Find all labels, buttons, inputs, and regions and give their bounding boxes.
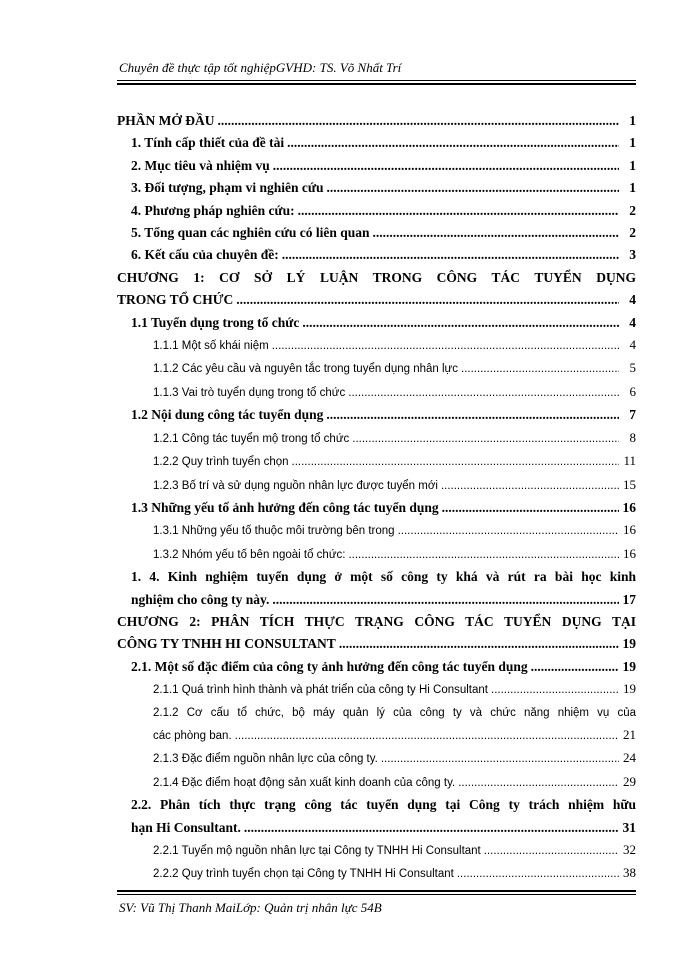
toc-entry-title: 2.1.3 Đặc điểm nguồn nhân lực của công ty. — [153, 753, 378, 766]
toc-entry-chapter-2[interactable] — [117, 611, 636, 656]
toc-entry-title-line-1: 2.2. Phân tích thực trạng công tác tuyển dụng tại Công ty trách nhiệm hữu — [131, 797, 636, 813]
toc-entry[interactable] — [117, 177, 636, 199]
toc-entry-page: 4 — [629, 292, 636, 308]
toc-entry-page: 8 — [629, 429, 636, 445]
toc-entry-page: 16 — [623, 522, 636, 538]
toc-entry[interactable] — [117, 244, 636, 266]
toc-entry[interactable] — [117, 427, 636, 450]
toc-entry-title: 1.2.1 Công tác tuyển mộ trong tổ chức — [153, 432, 350, 445]
toc-entry-page: 29 — [623, 773, 636, 789]
toc-entry-page: 32 — [623, 842, 636, 857]
toc-entry-page: 5 — [629, 360, 636, 376]
toc-entry-title: 1.3.1 Những yếu tố thuộc môi trường bên trong — [153, 525, 395, 538]
page-header — [117, 60, 636, 76]
toc-entry-chapter-1[interactable] — [117, 267, 636, 312]
toc-entry[interactable] — [117, 450, 636, 473]
toc-entry-page: 16 — [622, 499, 636, 515]
toc-entry[interactable] — [117, 702, 636, 748]
toc-entry-title-line-1: CHƯƠNG 2: PHÂN TÍCH THỰC TRẠNG CÔNG TÁC TUYỂN DỤNG TẠI — [117, 613, 636, 629]
footer-rule-thick — [117, 890, 636, 892]
toc-entry-page: 2 — [629, 225, 636, 241]
toc-entry-page: 15 — [623, 476, 636, 492]
toc-entry-page: 1 — [629, 157, 636, 173]
toc-entry[interactable] — [117, 404, 636, 426]
toc-entry[interactable] — [117, 497, 636, 519]
toc-entry-title-line-1: CHƯƠNG 1: CƠ SỞ LÝ LUẬN TRONG CÔNG TÁC TUYỂN DỤNG — [117, 269, 636, 285]
toc-entry-title: 1.3.2 Nhóm yếu tố bên ngoài tổ chức: — [153, 548, 346, 561]
toc-entry-page: 4 — [629, 337, 636, 353]
toc-entry-page: 19 — [622, 658, 636, 674]
toc-entry-title: 2.2.1 Tuyển mộ nguồn nhân lực tại Công ty TNHH Hi Consultant — [153, 845, 481, 857]
toc-entry-title: 6. Kết cấu của chuyên đề: — [131, 247, 279, 263]
toc-entry-page: 16 — [623, 545, 636, 561]
header-rule-thick — [117, 83, 636, 85]
toc-entry-title: 2.1. Một số đặc điểm của công ty ảnh hưởng đến công tác tuyển dụng — [131, 658, 528, 674]
footer-rule-thin — [117, 894, 636, 895]
toc-entry-title-line-2: CÔNG TY TNHH HI CONSULTANT — [117, 636, 336, 652]
toc-entry[interactable] — [117, 543, 636, 566]
toc-entry-title: PHẦN MỞ ĐẦU — [117, 113, 215, 128]
toc-entry[interactable] — [117, 519, 636, 542]
toc-entry-title: 1.1 Tuyển dụng trong tổ chức — [131, 314, 300, 330]
toc-entry[interactable] — [117, 839, 636, 862]
toc-entry-title: 2.1.4 Đặc điểm hoạt động sản xuất kinh doanh của công ty. — [153, 776, 456, 789]
toc-entry-page: 19 — [623, 681, 636, 697]
toc-entry-page: 1 — [629, 135, 636, 151]
toc-entry-title: 1.3 Những yếu tố ảnh hưởng đến công tác tuyển dụng — [131, 499, 439, 515]
toc-entry[interactable] — [117, 357, 636, 380]
toc-entry-title: 1. Tính cấp thiết của đề tài — [131, 135, 285, 151]
toc-entry-title: 1.1.3 Vai trò tuyển dụng trong tổ chức — [153, 386, 346, 399]
toc-entry-page: 24 — [623, 750, 636, 766]
toc-entry[interactable] — [117, 771, 636, 794]
toc-entry[interactable] — [117, 566, 636, 611]
toc-entry-title: 2. Mục tiêu và nhiệm vụ — [131, 157, 270, 173]
toc-entry-page: 3 — [629, 247, 636, 263]
toc-entry-page: 19 — [622, 636, 636, 652]
toc-entry-page: 17 — [622, 591, 636, 607]
toc-entry-title: 3. Đối tượng, phạm vi nghiên cứu — [131, 180, 324, 196]
toc-entry-page: 38 — [623, 865, 636, 881]
toc-entry-page: 6 — [629, 383, 636, 399]
toc-entry-title: 5. Tổng quan các nghiên cứu có liên quan — [131, 225, 370, 241]
toc-entry[interactable] — [117, 312, 636, 334]
toc-entry[interactable] — [117, 132, 636, 154]
toc-entry-title-line-1: 1. 4. Kinh nghiệm tuyển dụng ở một số công ty khá và rút ra bài học kinh — [131, 569, 636, 585]
toc-entry-title: 2.1.1 Quá trình hình thành và phát triển của công ty Hi Consultant — [153, 684, 488, 697]
toc-entry-title: 1.1.2 Các yêu cầu và nguyên tắc trong tuyển dụng nhân lực — [153, 363, 458, 376]
header-rule-thin — [117, 80, 636, 81]
toc-entry-page: 7 — [629, 407, 636, 423]
toc-entry-page: 11 — [623, 453, 636, 469]
toc-entry[interactable] — [117, 381, 636, 404]
toc-entry[interactable] — [117, 678, 636, 701]
toc-entry-title-line-2: các phòng ban. — [153, 729, 232, 742]
toc-entry-title: 1.2.3 Bố trí và sử dụng nguồn nhân lực được tuyển mới — [153, 479, 438, 492]
toc-entry[interactable] — [117, 862, 636, 885]
toc-entry-page: 31 — [622, 819, 636, 835]
toc-entry[interactable] — [117, 334, 636, 357]
toc-entry[interactable] — [117, 155, 636, 177]
toc-entry-page: 1 — [629, 180, 636, 196]
toc-entry-title: 4. Phương pháp nghiên cứu: — [131, 202, 295, 218]
toc-entry[interactable] — [117, 110, 636, 132]
header-text: Chuyên đề thực tập tốt nghiệpGVHD: TS. Võ Nhất Trí — [119, 60, 402, 75]
toc-entry-title-line-2: TRONG TỔ CHỨC — [117, 292, 234, 308]
toc-entry[interactable] — [117, 656, 636, 678]
toc-entry-title: 1.2 Nội dung công tác tuyển dụng — [131, 407, 324, 423]
table-of-contents — [117, 110, 636, 886]
toc-entry-title-line-2: hạn Hi Consultant. — [131, 819, 241, 835]
toc-entry[interactable] — [117, 747, 636, 770]
toc-entry-title: 1.1.1 Một số khái niệm — [153, 340, 269, 353]
toc-entry-title: 2.2.2 Quy trình tuyển chọn tại Công ty TNHH Hi Consultant — [153, 868, 454, 881]
toc-entry[interactable] — [117, 222, 636, 244]
toc-entry-title-line-2: nghiệm cho công ty này. — [131, 591, 270, 607]
toc-entry-page: 1 — [629, 113, 636, 128]
toc-entry[interactable] — [117, 200, 636, 222]
toc-entry-title-line-1: 2.1.2 Cơ cấu tổ chức, bộ máy quản lý của công ty và chức năng nhiệm vụ của — [153, 706, 636, 719]
toc-entry[interactable] — [117, 474, 636, 497]
toc-entry-page: 2 — [629, 202, 636, 218]
footer-text: SV: Vũ Thị Thanh MaiLớp: Quản trị nhân lực 54B — [119, 900, 382, 915]
toc-entry[interactable] — [117, 794, 636, 839]
toc-entry-page: 4 — [629, 314, 636, 330]
toc-entry-title: 1.2.2 Quy trình tuyển chọn — [153, 456, 289, 469]
toc-entry-page: 21 — [623, 726, 636, 742]
